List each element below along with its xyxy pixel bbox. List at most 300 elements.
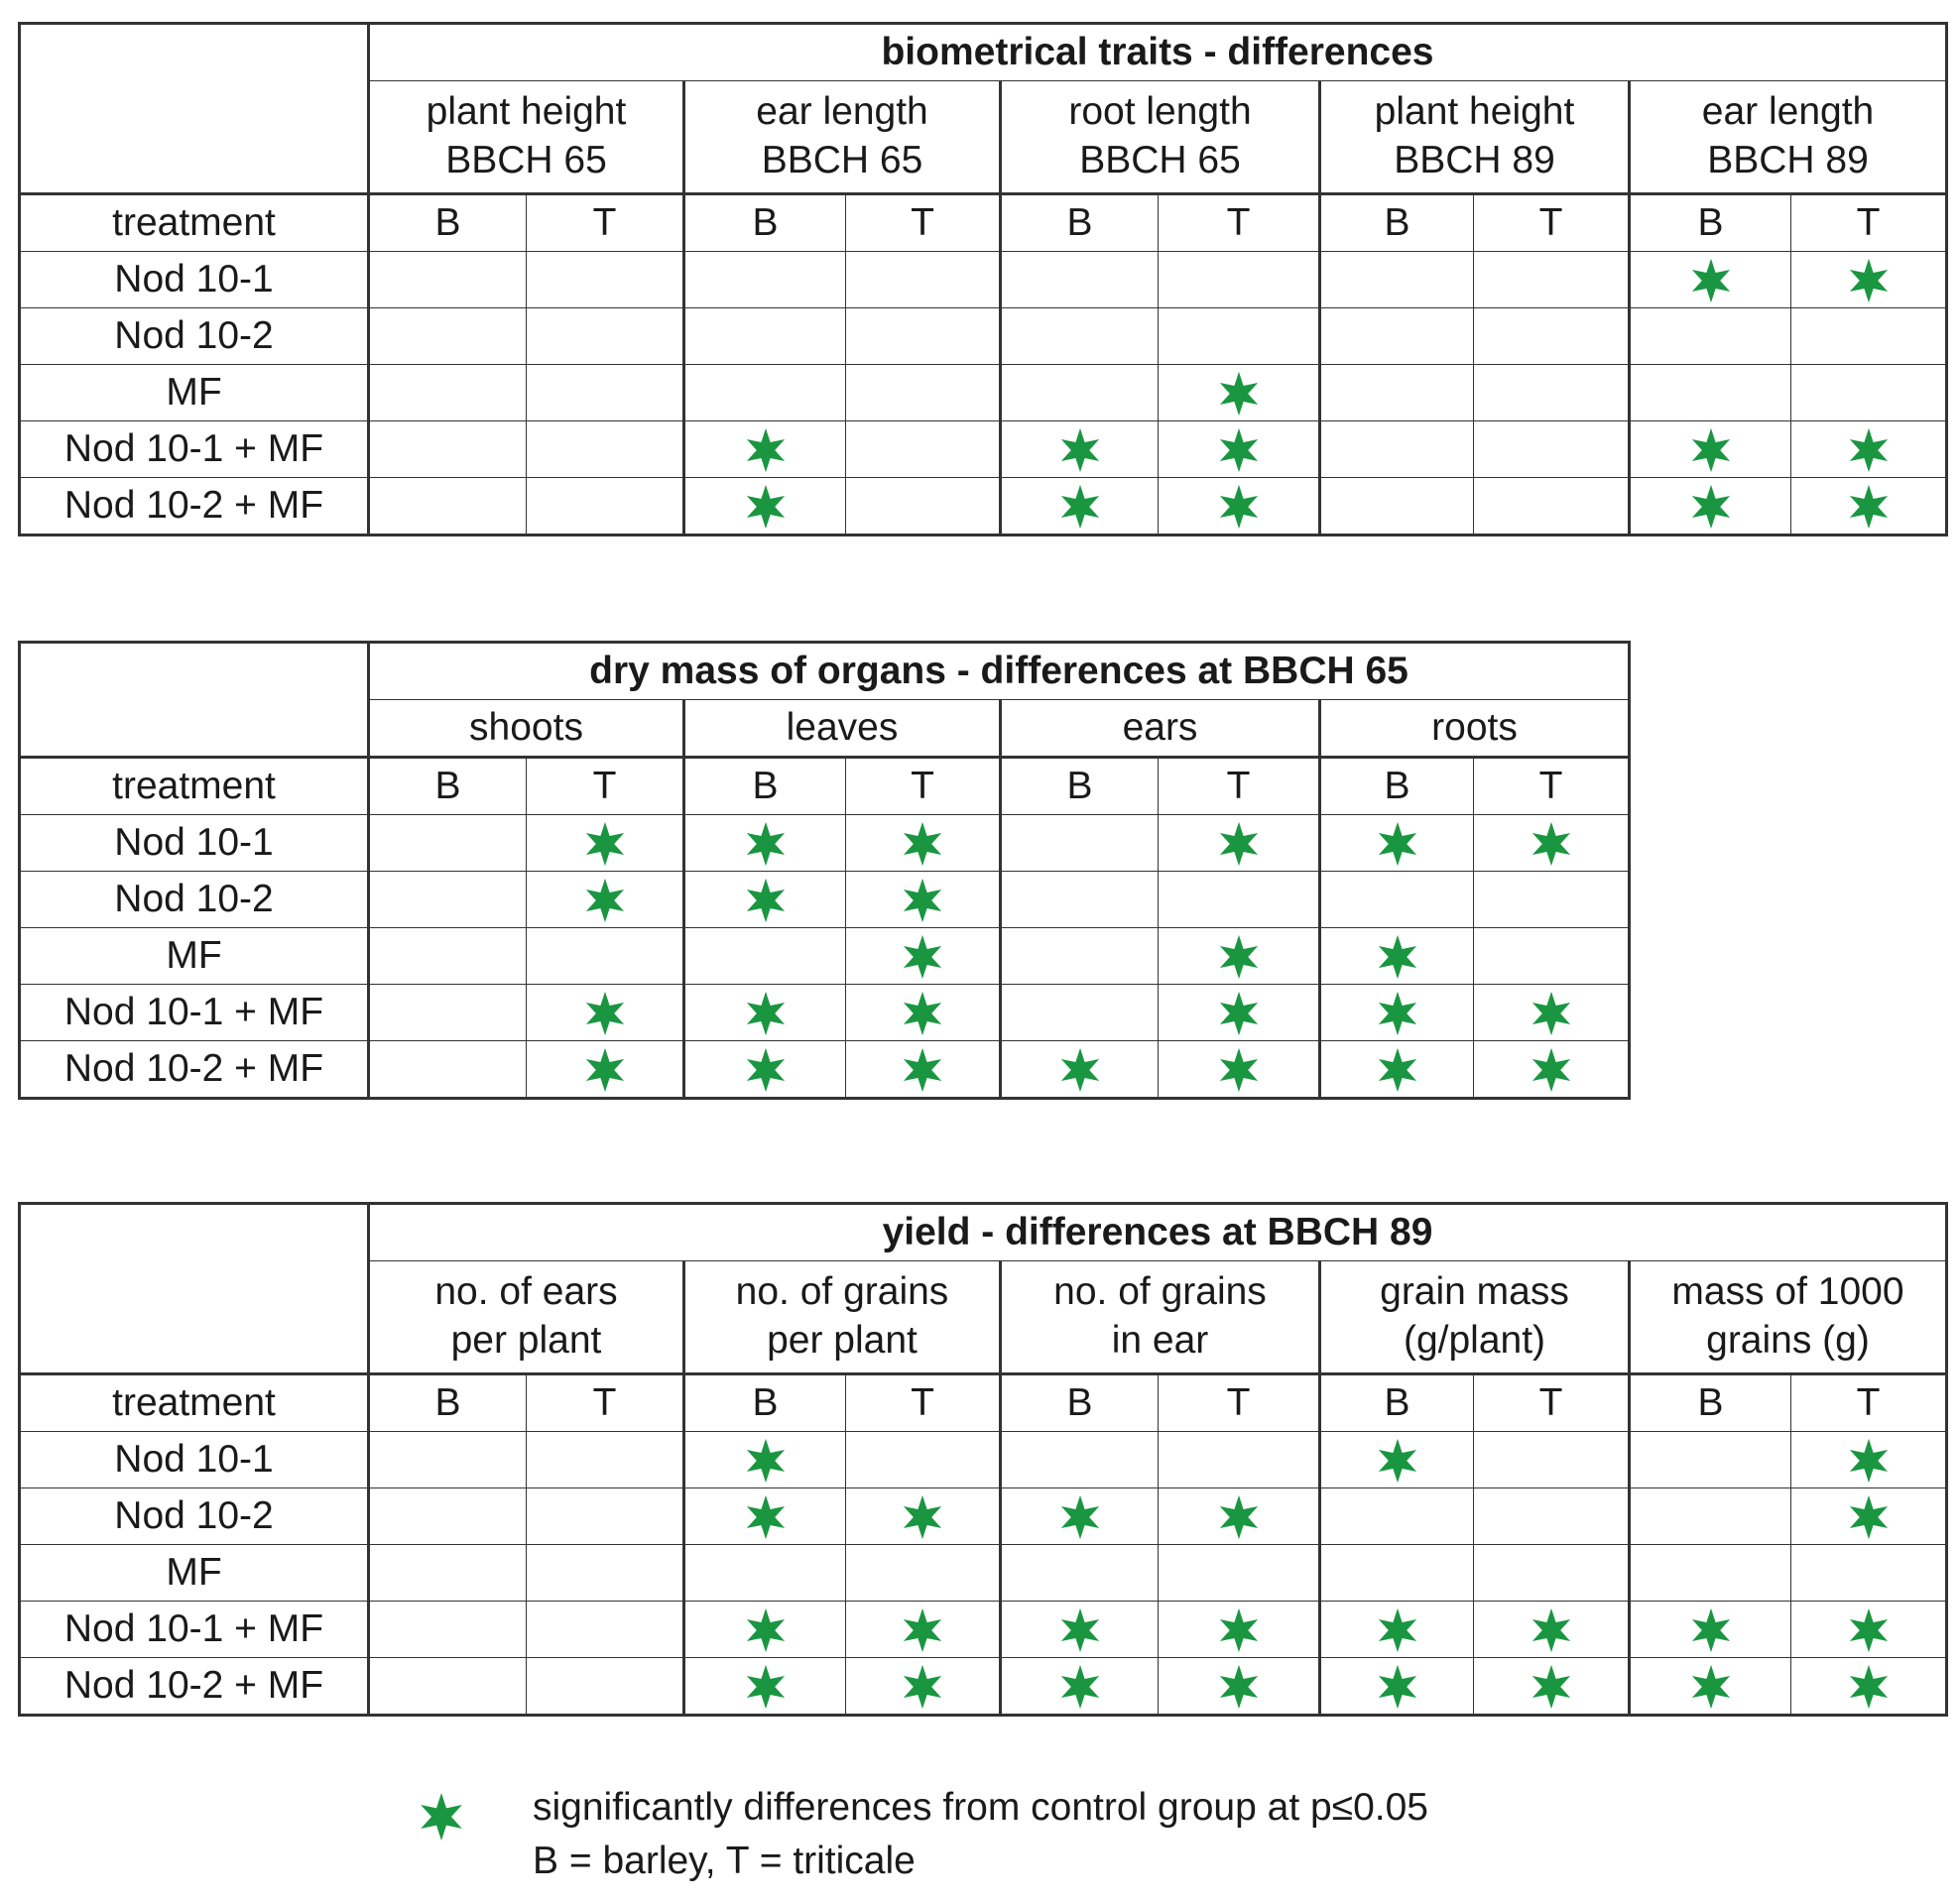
significance-cell	[1474, 985, 1630, 1041]
significance-cell	[846, 872, 1001, 928]
treatment-label-text: Nod 10-2	[114, 313, 274, 357]
significance-star-icon	[1846, 427, 1892, 473]
significance-star-icon	[1375, 1664, 1420, 1710]
significance-star-icon	[1688, 258, 1734, 303]
significance-star-icon	[1529, 1607, 1574, 1653]
significance-cell	[1159, 478, 1320, 535]
significance-cell	[369, 928, 527, 985]
barley-column-header-text: B	[434, 1380, 461, 1424]
table-row	[20, 928, 1630, 985]
significance-cell	[1630, 478, 1791, 535]
significance-star-icon	[1216, 484, 1262, 530]
triticale-column-header-text: T	[592, 1380, 617, 1424]
table-title	[369, 1204, 1947, 1261]
significance-star-icon	[743, 991, 789, 1036]
significance-cell	[527, 252, 684, 308]
treatment-label-text: Nod 10-1	[114, 257, 274, 300]
barley-column-header	[369, 194, 527, 252]
significance-cell	[1159, 985, 1320, 1041]
significance-cell	[527, 1041, 684, 1099]
table-row	[20, 985, 1630, 1041]
table-title-text: biometrical traits - differences	[881, 30, 1434, 73]
significance-cell	[1001, 365, 1159, 421]
trait-group-header-text: shoots	[469, 705, 583, 749]
significance-cell	[1474, 1432, 1630, 1488]
table-row	[20, 1432, 1947, 1488]
treatment-label	[20, 815, 369, 872]
trait-group-header-text: grain mass (g/plant)	[1380, 1270, 1569, 1362]
treatment-label-text: Nod 10-1 + MF	[63, 990, 324, 1033]
significance-cell	[684, 365, 846, 421]
significance-cell	[1630, 308, 1791, 365]
significance-cell	[684, 1041, 846, 1099]
significance-star-icon	[1057, 1664, 1103, 1710]
significance-star-icon	[743, 1494, 789, 1540]
significance-star-icon	[1375, 934, 1420, 980]
triticale-column-header	[846, 194, 1001, 252]
significance-cell	[684, 985, 846, 1041]
significance-cell	[846, 252, 1001, 308]
barley-column-header-text: B	[1066, 200, 1093, 244]
significance-cell	[1159, 421, 1320, 478]
significance-star-icon	[1846, 1664, 1892, 1710]
table-title-text: dry mass of organs - differences at BBCH 65	[589, 649, 1409, 692]
significance-cell	[1630, 1602, 1791, 1658]
table-row	[20, 365, 1947, 421]
triticale-column-header-text: T	[1538, 200, 1563, 244]
significance-star-icon	[1057, 1047, 1103, 1093]
significance-cell	[1791, 308, 1947, 365]
significance-cell	[527, 815, 684, 872]
triticale-column-header-text: T	[1226, 1380, 1251, 1424]
table-row	[20, 421, 1947, 478]
significance-cell	[684, 815, 846, 872]
triticale-column-header	[846, 1374, 1001, 1432]
significance-cell	[1474, 872, 1630, 928]
significance-cell	[846, 421, 1001, 478]
trait-group-header-text: leaves	[786, 705, 899, 749]
significance-star-icon	[1375, 1438, 1420, 1484]
dry-mass-table	[18, 641, 1631, 1100]
triticale-column-header-text: T	[1856, 200, 1881, 244]
significance-cell	[369, 815, 527, 872]
significance-cell	[1320, 308, 1474, 365]
significance-cell	[846, 815, 1001, 872]
biometrical-traits-table	[18, 22, 1948, 536]
significance-star-icon	[1375, 1607, 1420, 1653]
table-title-row	[20, 643, 1630, 700]
treatment-label	[20, 1658, 369, 1716]
significance-cell	[1320, 365, 1474, 421]
significance-cell	[1791, 1432, 1947, 1488]
treatment-header-text: treatment	[112, 1380, 276, 1424]
barley-column-header-text: B	[1384, 1380, 1410, 1424]
significance-cell	[846, 365, 1001, 421]
barley-column-header	[1320, 194, 1474, 252]
significance-cell	[1320, 1041, 1474, 1099]
significance-cell	[1159, 1041, 1320, 1099]
significance-cell	[1320, 252, 1474, 308]
significance-star-icon	[900, 991, 945, 1036]
triticale-column-header-text: T	[1538, 1380, 1563, 1424]
significance-star-icon	[743, 1664, 789, 1710]
significance-cell	[1630, 421, 1791, 478]
significance-cell	[846, 928, 1001, 985]
significance-cell	[1001, 308, 1159, 365]
significance-star-icon	[1375, 991, 1420, 1036]
significance-cell	[527, 1488, 684, 1545]
significance-cell	[527, 1545, 684, 1602]
significance-cell	[1001, 872, 1159, 928]
significance-star-icon	[1216, 821, 1262, 867]
triticale-column-header-text: T	[1226, 200, 1251, 244]
significance-cell	[527, 1432, 684, 1488]
significance-cell	[846, 1658, 1001, 1716]
significance-cell	[1001, 1602, 1159, 1658]
barley-column-header-text: B	[1066, 764, 1093, 807]
table-row	[20, 815, 1630, 872]
barley-column-header	[369, 758, 527, 815]
significance-cell	[1474, 308, 1630, 365]
header-corner-cell	[20, 1204, 369, 1374]
trait-group-header-text: no. of grains per plant	[735, 1270, 949, 1362]
significance-star-icon	[743, 1607, 789, 1653]
significance-cell	[1001, 985, 1159, 1041]
significance-cell	[1474, 815, 1630, 872]
significance-star-icon	[1846, 258, 1892, 303]
barley-column-header-text: B	[434, 200, 461, 244]
significance-star-icon	[1057, 484, 1103, 530]
triticale-column-header	[1159, 1374, 1320, 1432]
treatment-label	[20, 365, 369, 421]
significance-cell	[684, 1488, 846, 1545]
significance-star-icon	[582, 821, 628, 867]
barley-column-header	[684, 758, 846, 815]
significance-cell	[1159, 872, 1320, 928]
significance-cell	[684, 1545, 846, 1602]
significance-star-icon	[1688, 1607, 1734, 1653]
treatment-label-text: MF	[166, 370, 222, 414]
table-title-row	[20, 1204, 1947, 1261]
significance-cell	[527, 365, 684, 421]
significance-cell	[684, 252, 846, 308]
trait-group-header	[1320, 81, 1630, 194]
treatment-label-text: MF	[166, 933, 222, 977]
significance-star-icon	[1216, 1607, 1262, 1653]
significance-cell	[1630, 1658, 1791, 1716]
trait-group-header	[1001, 81, 1320, 194]
treatment-header	[20, 1374, 369, 1432]
significance-cell	[527, 1602, 684, 1658]
significance-cell	[369, 1488, 527, 1545]
significance-cell	[1001, 1545, 1159, 1602]
triticale-column-header-text: T	[911, 200, 934, 244]
table-row	[20, 1041, 1630, 1099]
significance-star-icon	[1057, 1494, 1103, 1540]
triticale-column-header-text: T	[1538, 764, 1563, 807]
significance-cell	[1159, 308, 1320, 365]
significance-cell	[1791, 478, 1947, 535]
triticale-column-header	[1474, 758, 1630, 815]
significance-cell	[1474, 1041, 1630, 1099]
treatment-label	[20, 252, 369, 308]
barley-column-header	[1320, 758, 1474, 815]
significance-cell	[846, 1545, 1001, 1602]
significance-cell	[1001, 1432, 1159, 1488]
significance-cell	[1320, 872, 1474, 928]
significance-star-icon	[1216, 1047, 1262, 1093]
significance-cell	[1001, 478, 1159, 535]
barley-column-header-text: B	[752, 200, 779, 244]
triticale-column-header	[1159, 194, 1320, 252]
barley-column-header-text: B	[1697, 1380, 1724, 1424]
table-title	[369, 24, 1947, 81]
significance-cell	[1320, 928, 1474, 985]
significance-cell	[527, 421, 684, 478]
barley-column-header-text: B	[434, 764, 461, 807]
barley-column-header	[1001, 1374, 1159, 1432]
significance-star-icon	[1529, 991, 1574, 1036]
significance-cell	[684, 872, 846, 928]
significance-star-icon	[743, 427, 789, 473]
significance-cell	[527, 308, 684, 365]
triticale-column-header-text: T	[1226, 764, 1251, 807]
significance-cell	[684, 1658, 846, 1716]
treatment-label-text: Nod 10-2 + MF	[63, 483, 324, 527]
significance-star-icon	[1057, 1607, 1103, 1653]
significance-cell	[846, 1432, 1001, 1488]
triticale-column-header	[527, 194, 684, 252]
triticale-column-header	[1474, 1374, 1630, 1432]
significance-star-icon	[1688, 427, 1734, 473]
treatment-label	[20, 421, 369, 478]
treatment-label	[20, 1488, 369, 1545]
significance-cell	[1320, 1488, 1474, 1545]
trait-group-header-text: ear length BBCH 65	[756, 90, 928, 181]
significance-cell	[369, 1545, 527, 1602]
significance-cell	[1159, 252, 1320, 308]
triticale-column-header-text: T	[592, 200, 617, 244]
significance-cell	[1320, 1658, 1474, 1716]
barley-column-header-text: B	[752, 764, 779, 807]
triticale-column-header	[527, 758, 684, 815]
significance-cell	[369, 365, 527, 421]
significance-cell	[1159, 815, 1320, 872]
significance-cell	[1630, 1545, 1791, 1602]
significance-cell	[1001, 1658, 1159, 1716]
triticale-column-header	[1791, 194, 1947, 252]
trait-group-header	[684, 81, 1001, 194]
triticale-column-header-text: T	[911, 1380, 934, 1424]
significance-star-icon	[900, 934, 945, 980]
trait-group-header	[369, 700, 684, 758]
significance-cell	[369, 1432, 527, 1488]
significance-cell	[1001, 1488, 1159, 1545]
barley-column-header	[1001, 758, 1159, 815]
treatment-label-text: Nod 10-2	[114, 877, 274, 920]
significance-cell	[846, 1488, 1001, 1545]
significance-cell	[1791, 421, 1947, 478]
barley-column-header	[684, 1374, 846, 1432]
significance-star-icon	[900, 1664, 945, 1710]
significance-cell	[1791, 1602, 1947, 1658]
header-corner-cell	[20, 24, 369, 194]
barley-column-header	[684, 194, 846, 252]
treatment-header-text: treatment	[112, 200, 276, 244]
treatment-label	[20, 928, 369, 985]
yield-table	[18, 1202, 1948, 1717]
treatment-label-text: Nod 10-1 + MF	[63, 1606, 324, 1650]
significance-cell	[1320, 815, 1474, 872]
significance-star-icon	[900, 1047, 945, 1093]
table-row	[20, 1545, 1947, 1602]
significance-cell	[527, 985, 684, 1041]
significance-cell	[1474, 478, 1630, 535]
significance-star-icon	[1375, 821, 1420, 867]
table-row	[20, 1602, 1947, 1658]
significance-cell	[1474, 1545, 1630, 1602]
significance-cell	[369, 478, 527, 535]
significance-cell	[1474, 1658, 1630, 1716]
species-header-row	[20, 194, 1947, 252]
treatment-label-text: MF	[166, 1550, 222, 1594]
significance-cell	[1001, 252, 1159, 308]
trait-group-header	[1630, 81, 1947, 194]
significance-cell	[684, 478, 846, 535]
treatment-label	[20, 1041, 369, 1099]
triticale-column-header-text: T	[911, 764, 934, 807]
treatment-label	[20, 1602, 369, 1658]
legend-significance-text: significantly differences from control group at p≤0.05	[533, 1786, 1428, 1829]
table-title-row	[20, 24, 1947, 81]
treatment-label	[20, 872, 369, 928]
trait-group-header	[1320, 700, 1630, 758]
significance-cell	[527, 872, 684, 928]
significance-star-icon	[900, 1494, 945, 1540]
significance-star-icon	[1846, 484, 1892, 530]
triticale-column-header	[527, 1374, 684, 1432]
barley-column-header	[369, 1374, 527, 1432]
significance-star-icon	[1529, 821, 1574, 867]
table-row	[20, 872, 1630, 928]
significance-cell	[1001, 815, 1159, 872]
treatment-label	[20, 478, 369, 535]
significance-cell	[1474, 1488, 1630, 1545]
significance-star-icon	[582, 878, 628, 923]
triticale-column-header	[846, 758, 1001, 815]
significance-cell	[1159, 1545, 1320, 1602]
significance-star-icon	[1846, 1607, 1892, 1653]
significance-star-icon	[582, 1047, 628, 1093]
barley-column-header	[1320, 1374, 1474, 1432]
trait-group-header	[1320, 1261, 1630, 1374]
significance-cell	[1320, 985, 1474, 1041]
significance-star-icon	[1216, 371, 1262, 416]
significance-cell	[369, 1658, 527, 1716]
significance-cell	[1791, 1545, 1947, 1602]
significance-star-icon	[1529, 1664, 1574, 1710]
barley-column-header-text: B	[1697, 200, 1724, 244]
treatment-label	[20, 1545, 369, 1602]
significance-star-icon	[1216, 934, 1262, 980]
species-header-row	[20, 758, 1630, 815]
treatment-label-text: Nod 10-2	[114, 1493, 274, 1537]
barley-column-header-text: B	[1384, 764, 1410, 807]
significance-cell	[527, 928, 684, 985]
significance-star-icon	[743, 484, 789, 530]
significance-cell	[1791, 365, 1947, 421]
significance-cell	[369, 1041, 527, 1099]
significance-star-icon	[743, 878, 789, 923]
trait-group-header	[369, 81, 684, 194]
significance-cell	[684, 421, 846, 478]
trait-group-header	[684, 700, 1001, 758]
significance-cell	[1320, 421, 1474, 478]
header-corner-cell	[20, 643, 369, 758]
significance-cell	[369, 421, 527, 478]
significance-star-icon	[582, 991, 628, 1036]
significance-cell	[1320, 1602, 1474, 1658]
barley-column-header	[1630, 1374, 1791, 1432]
significance-star-icon	[1216, 427, 1262, 473]
trait-group-header-text: ears	[1122, 705, 1198, 749]
significance-cell	[1474, 1602, 1630, 1658]
treatment-label-text: Nod 10-1 + MF	[63, 426, 324, 470]
significance-star-icon	[900, 821, 945, 867]
legend	[417, 1780, 1607, 1899]
treatment-label-text: Nod 10-2 + MF	[63, 1046, 324, 1090]
triticale-column-header	[1159, 758, 1320, 815]
significance-cell	[1630, 252, 1791, 308]
trait-group-header	[684, 1261, 1001, 1374]
treatment-label	[20, 985, 369, 1041]
trait-group-header-text: no. of ears per plant	[434, 1270, 618, 1362]
table-title-text: yield - differences at BBCH 89	[882, 1210, 1433, 1253]
significance-cell	[684, 1432, 846, 1488]
table-row	[20, 252, 1947, 308]
significance-cell	[1001, 421, 1159, 478]
significance-cell	[1159, 365, 1320, 421]
significance-cell	[1159, 928, 1320, 985]
significance-cell	[369, 252, 527, 308]
trait-group-header-text: mass of 1000 grains (g)	[1671, 1270, 1904, 1362]
significance-cell	[1474, 421, 1630, 478]
treatment-header	[20, 194, 369, 252]
significance-star-icon	[1216, 1664, 1262, 1710]
significance-cell	[846, 478, 1001, 535]
trait-group-header	[1001, 1261, 1320, 1374]
significance-cell	[1320, 1545, 1474, 1602]
significance-cell	[846, 985, 1001, 1041]
significance-cell	[527, 478, 684, 535]
table-row	[20, 308, 1947, 365]
significance-star-icon	[1375, 1047, 1420, 1093]
significance-cell	[1159, 1432, 1320, 1488]
treatment-header-text: treatment	[112, 764, 276, 807]
significance-star-icon	[1057, 427, 1103, 473]
significance-cell	[1474, 928, 1630, 985]
significance-cell	[1791, 1488, 1947, 1545]
significance-star-icon	[743, 821, 789, 867]
trait-group-header	[1001, 700, 1320, 758]
treatment-label-text: Nod 10-1	[114, 820, 274, 864]
significance-cell	[369, 872, 527, 928]
trait-group-header-text: roots	[1431, 705, 1518, 749]
significance-cell	[1320, 478, 1474, 535]
treatment-label-text: Nod 10-1	[114, 1437, 274, 1481]
significance-cell	[527, 1658, 684, 1716]
species-header-row	[20, 1374, 1947, 1432]
